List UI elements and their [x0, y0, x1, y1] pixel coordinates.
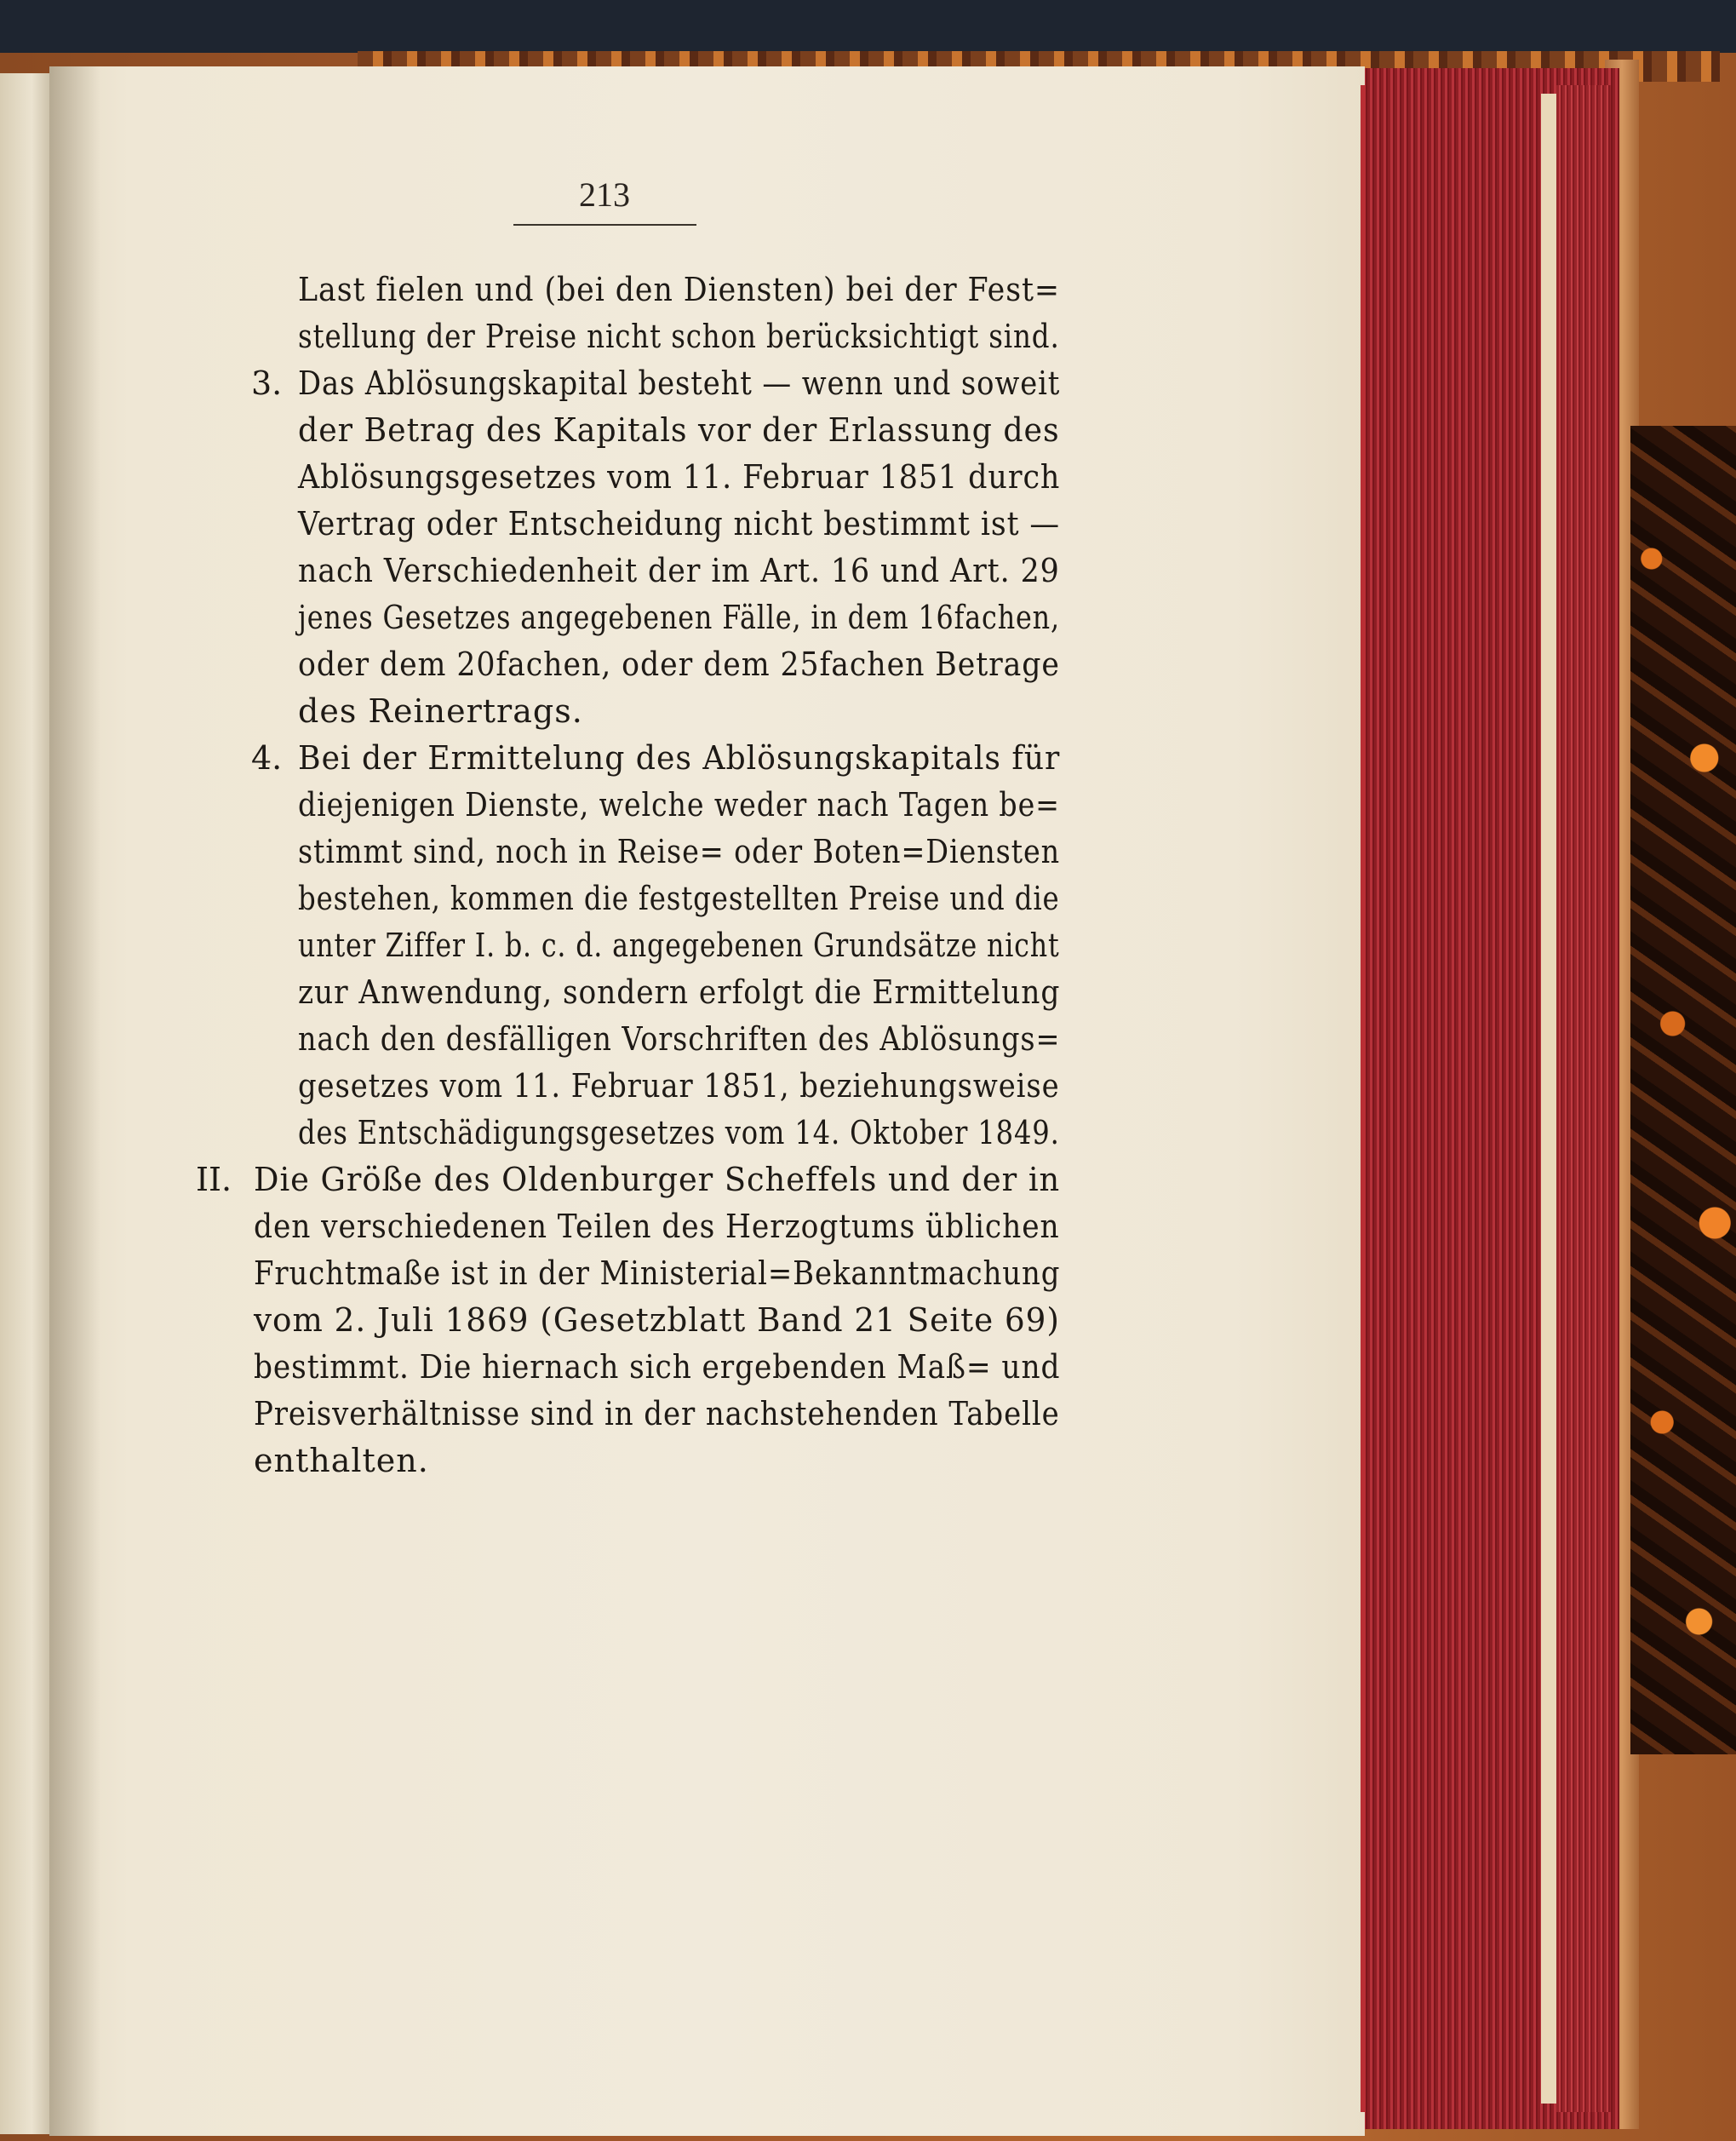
text-line: Das Ablösungskapital besteht — wenn und soweit [298, 364, 1061, 402]
text-line: bestehen, kommen die festgestellten Preise und die [298, 880, 1060, 917]
text-line: Last fielen und (bei den Diensten) bei der Fest= [298, 271, 1060, 308]
text-line: diejenigen Dienste, welche weder nach Tagen be= [298, 786, 1060, 824]
text-line: Preisverhältnisse sind in der nachstehenden Tabelle [254, 1395, 1060, 1432]
text-line: Die Größe des Oldenburger Scheffels und der in [254, 1161, 1061, 1198]
list-marker: II. [196, 1161, 232, 1198]
text-line: des Reinertrags. [298, 692, 583, 730]
text-line: stellung der Preise nicht schon berücksichtigt sind. [298, 318, 1060, 355]
text-line: jenes Gesetzes angegebenen Fälle, in dem 16fachen, [298, 599, 1060, 636]
text-line: vom 2. Juli 1869 (Gesetzblatt Band 21 Seite 69) [254, 1301, 1060, 1339]
page-number: 213 [579, 175, 630, 214]
text-line: stimmt sind, noch in Reise= oder Boten=Diensten [298, 833, 1061, 870]
text-line: enthalten. [254, 1442, 429, 1479]
text-line: gesetzes vom 11. Februar 1851, beziehungsweise [298, 1067, 1060, 1105]
list-marker: 4. [251, 739, 283, 777]
text-line: oder dem 20fachen, oder dem 25fachen Betrage [298, 646, 1060, 683]
text-line: nach den desfälligen Vorschriften des Ablösungs= [298, 1020, 1061, 1058]
text-line: den verschiedenen Teilen des Herzogtums üblichen [254, 1208, 1060, 1245]
list-marker: 3. [251, 364, 283, 402]
text-line: unter Ziffer I. b. c. d. angegebenen Grundsätze nicht [298, 927, 1060, 964]
text-line: nach Verschiedenheit der im Art. 16 und Art. 29 [298, 552, 1060, 589]
text-line: des Entschädigungsgesetzes vom 14. Oktober 1849. [298, 1114, 1060, 1151]
text-line: Ablösungsgesetzes vom 11. Februar 1851 durch [298, 458, 1061, 496]
text-line: zur Anwendung, sondern erfolgt die Ermittelung [298, 973, 1061, 1011]
text-line: bestimmt. Die hiernach sich ergebenden Maß= und [254, 1348, 1061, 1386]
text-line: Fruchtmaße ist in der Ministerial=Bekanntmachung [254, 1254, 1061, 1292]
text-line: Bei der Ermittelung des Ablösungskapitals für [298, 739, 1061, 777]
text-line: der Betrag des Kapitals vor der Erlassung des [298, 411, 1060, 449]
text-line: Vertrag oder Entscheidung nicht bestimmt ist — [298, 505, 1061, 542]
